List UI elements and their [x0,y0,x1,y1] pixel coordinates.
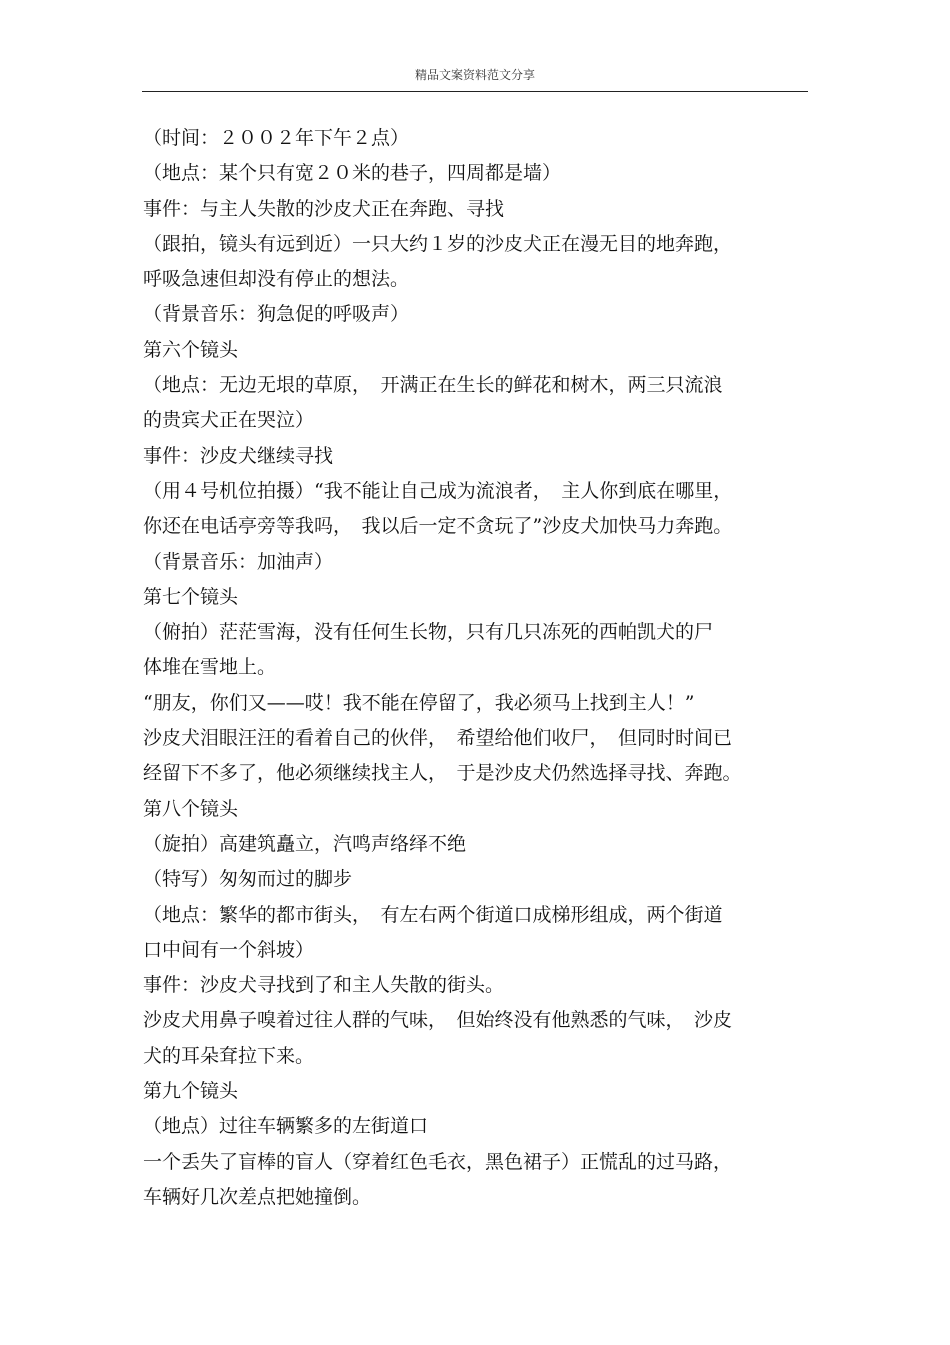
text-line: （特写）匆匆而过的脚步 [143,868,353,891]
text-line: （旋拍）高建筑矗立，汽鸣声络绎不绝 [143,832,467,855]
header-title: 精品文案资料范文分享 [414,68,535,82]
text-line: 呼吸急速但却没有停止的想法。 [143,268,410,291]
text-line: （地点：繁华的都市街头， 有左右两个街道口成梯形组成，两个街道 [143,903,723,926]
text-line: 体堆在雪地上。 [143,656,277,679]
text-line: 的贵宾犬正在哭泣） [143,409,315,432]
text-line: （背景音乐：狗急促的呼吸声） [143,303,410,326]
text-line: （俯拍）茫茫雪海，没有任何生长物，只有几只冻死的西帕凯犬的尸 [143,621,714,644]
text-line: （跟拍，镜头有远到近）一只大约１岁的沙皮犬正在漫无目的地奔跑， [143,232,733,255]
page-header [142,62,808,92]
text-line: （时间：２００２年下午２点） [143,127,410,149]
text-line: （地点：无边无垠的草原， 开满正在生长的鲜花和树木，两三只流浪 [143,374,723,397]
text-line: 你还在电话亭旁等我吗， 我以后一定不贪玩了”沙皮犬加快马力奔跑。 [143,515,733,538]
document-body [143,121,809,1215]
text-line: “朋友，你们又——哎！我不能在停留了，我必须马上找到主人！” [143,691,695,714]
text-line: 经留下不多了，他必须继续找主人， 于是沙皮犬仍然选择寻找、奔跑。 [143,762,742,785]
section-heading: 第九个镜头 [143,1080,239,1103]
text-line: （地点）过往车辆繁多的左街道口 [143,1115,429,1138]
section-heading: 第六个镜头 [143,338,239,361]
text-line: 一个丢失了盲棒的盲人（穿着红色毛衣，黑色裙子）正慌乱的过马路， [143,1150,733,1173]
text-line: 事件：沙皮犬寻找到了和主人失散的街头。 [143,974,505,997]
section-heading: 第七个镜头 [143,585,239,608]
text-line: 犬的耳朵耷拉下来。 [143,1044,315,1067]
text-line: （用４号机位拍摄）“我不能让自己成为流浪者， 主人你到底在哪里， [143,479,733,502]
text-line: 事件：沙皮犬继续寻找 [143,444,334,467]
text-line: 车辆好几次差点把她撞倒。 [143,1185,372,1208]
section-heading: 第八个镜头 [143,797,239,820]
text-line: 沙皮犬用鼻子嗅着过往人群的气味， 但始终没有他熟悉的气味， 沙皮 [143,1009,733,1032]
text-line: 沙皮犬泪眼汪汪的看着自己的伙伴， 希望给他们收尸， 但同时时间已 [143,727,733,750]
text-line: （背景音乐：加油声） [143,550,334,573]
text-line: 口中间有一个斜坡） [143,938,315,961]
text-line: 事件：与主人失散的沙皮犬正在奔跑、寻找 [143,197,505,220]
text-line: （地点：某个只有宽２０米的巷子，四周都是墙） [143,162,562,185]
